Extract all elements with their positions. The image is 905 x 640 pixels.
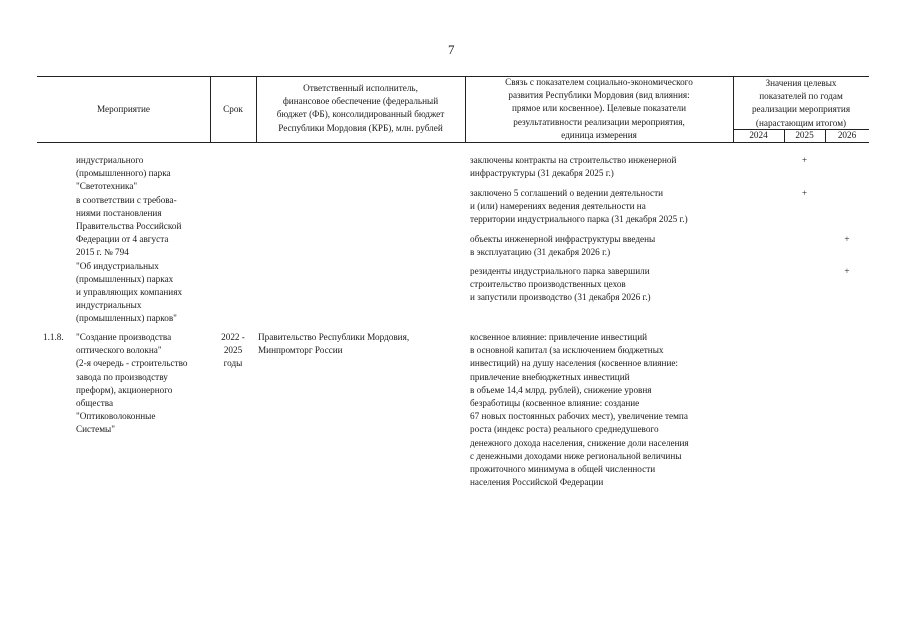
row-a-indicator-4: резиденты индустриального парка завершили строительство производственных цехов и запустили производство (31 декабря 2026 г.) [470,266,651,303]
header-year-2024: 2024 [749,130,768,140]
row-a-indicator-1: заключены контракты на строительство инженерной инфраструктуры (31 декабря 2025 г.) [470,155,677,179]
row-b-executor: Правительство Республики Мордовия, Минпромторг России [258,332,410,356]
page-number: 7 [448,42,455,57]
header-year-2025: 2025 [795,130,814,140]
row-a-indicator-4-mark: + [844,266,850,276]
row-a-indicator-3: объекты инженерной инфраструктуры введены в эксплуатацию (31 декабря 2026 г.) [470,234,656,258]
header-year-2026: 2026 [837,130,857,140]
row-a-indicator-2: заключено 5 соглашений о ведении деятельности и (или) намерениях ведения деятельности на территории индустриального парка (31 декабря 2025 г.) [470,188,688,225]
row-a-indicator-2-mark: + [801,188,808,198]
header-event: Мероприятие [97,104,150,114]
row-b-number: 1.1.8. [43,332,64,342]
header-link: Связь с показателем социально-экономического развития Республики Мордовия (вид влияния: прямое или косвенное). Целевые показатели результативности реализации мероприятия, единица измерения [505,77,693,140]
header-executor: Ответственный исполнитель, финансовое обеспечение (федеральный бюджет (ФБ), консолидированный бюджет Республики Мордовия (КРБ), млн. рублей [276,83,445,133]
header-values: Значения целевых показателей по годам реализации мероприятия (нарастающим итогом) [751,78,851,128]
row-a-indicator-3-mark: + [844,234,850,244]
row-a-event: индустриального (промышленного) парка "Светотехника" в соответствии с требова- ниями постановления Правительства Российской Федерации от 4 августа 2015 г. № 794 "Об индустриальных (промышленных) парках и управляющих компаниях индустриальных (промышленных) парков" [76,155,183,324]
row-b-event: "Создание производства оптического волокна" (2-я очередь - строительство завода по производству преформ), акционерного общества "Оптиковолоконные Системы" [76,332,188,435]
header-term: Срок [223,104,243,114]
row-b-term: 2022 - 2025 годы [221,332,245,369]
row-a-indicator-1-mark: + [801,155,808,165]
row-b-link: косвенное влияние: привлечение инвестиций в основной капитал (за исключением бюджетных инвестиций) на душу населения (косвенное влияние: привлечение внебюджетных инвестиций в объеме 14,4 млрд. рублей), снижение уровня безработицы (косвенное влияние: создание 67 новых постоянных рабочих мест), увеличение темпа роста (индекс роста) реального среднедушевого денежного дохода населения, снижение доли населения с денежными доходами ниже региональной величины прожиточного минимума в общей численности населения Российской Федерации [470,332,689,488]
